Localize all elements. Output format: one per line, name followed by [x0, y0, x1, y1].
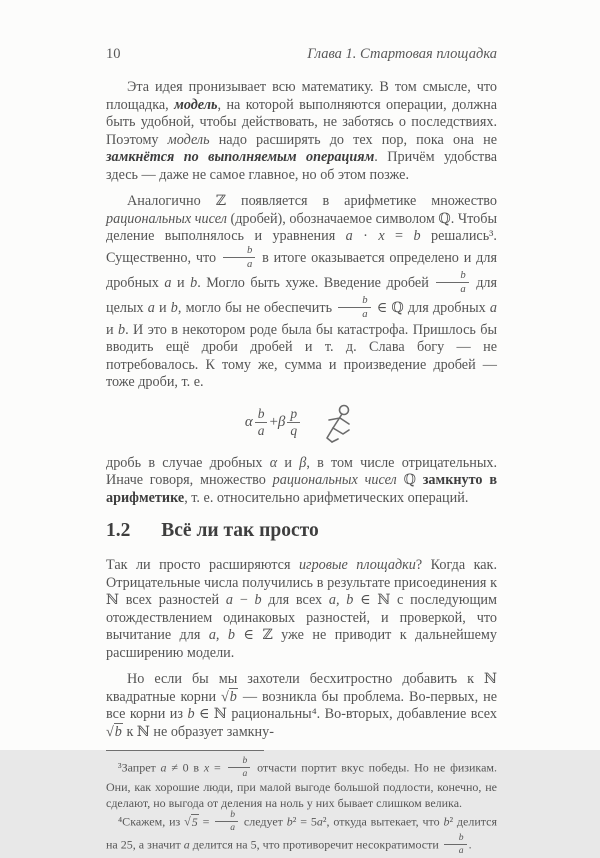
page-header: [0, 0, 600, 63]
paragraph-rationals: Аналогично ℤ появляется в арифметике множество рациональных чисел (дробей), обозначаемое символом ℚ. Чтобы деление выполнялось и уравнения a · x = b решались³. Существенно, что $\frac{b}{a}$ в итоге оказывается определено и для дробных a и b. Могло быть хуже. Введение дробей $\frac{b}{a}$ для целых a и b, могло бы не обеспечить $\frac{b}{a}$ ∈ ℚ для дробных a и b. И это в некотором роде была бы катастрофа. Пришлось бы вводить ещё дроби дробей и т. д. Слава богу — не потребовалось. К тому же, сумма и произведение дробей — тоже дроби, т. е.: [106, 193, 498, 391]
paragraph-square-roots: Но если бы мы захотели бесхитростно добавить к ℕ квадратные корни √b — возникла бы проблема. Во-первых, не все корни из b ∈ ℕ рациональны⁴. Во-вторых, добавление всех √b к ℕ не образует замкну-: [106, 671, 498, 740]
footnote-3: ³Запрет a ≠ 0 в x = $\frac{b}{a}$ отчасти портит вкус победы. Но не физикам. Они, как хорошие люди, при малой выгоде большой подлости, конечно, не сделают, но выгода от деления на ноль у них бывает слишком велика.: [106, 755, 497, 810]
display-formula-row: [106, 401, 497, 445]
section-heading: [106, 519, 497, 542]
paragraph-model: Эта идея пронизывает всю математику. В том смысле, что площадка, модель, на которой выполняются операции, должна быть удобной, чтобы действовать, не заботясь о последствиях. Поэтому модель надо расширять до тех пор, пока она не замкнётся по выполняемым операциям. Причём удобства здесь — даже не самое главное, но об этом позже.: [106, 79, 497, 183]
page-body: [0, 63, 600, 858]
running-stick-figure-doodle-icon: [318, 403, 358, 447]
footnote-4: ⁴Скажем, из √5 = $\frac{b}{a}$ следует b² = 5a², откуда вытекает, что b² делится на 25, а значит a делится на 5, что противоречит несократимости $\frac{b}{a}$ .: [106, 809, 497, 857]
paragraph-playgrounds: Так ли просто расширяются игровые площадки? Когда как. Отрицательные числа получились в результате присоединения к ℕ всех разностей a − b для всех a, b ∈ ℕ с последующим отождествлением одинаковых разностей, и проверкой, что вычитание для a, b ∈ ℤ уже не приводит к дальнейшему расширению модели.: [106, 557, 498, 661]
footnote-rule: [106, 750, 264, 751]
formula-expression: α $\frac{b}{a}$ + β $\frac{p}{q}$: [245, 407, 302, 438]
chapter-running-header: Глава 1. Стартовая площадка: [307, 46, 497, 62]
section-title: Всё ли так просто: [161, 520, 319, 542]
paragraph-closed-arithmetic: дробь в случае дробных α и β, в том числе отрицательных. Иначе говоря, множество рациональных чисел ℚ замкнуто в арифметике, т. е. относительно арифметических операций.: [106, 454, 497, 506]
page-number: 10: [106, 46, 121, 62]
section-number: 1.2: [106, 520, 131, 542]
